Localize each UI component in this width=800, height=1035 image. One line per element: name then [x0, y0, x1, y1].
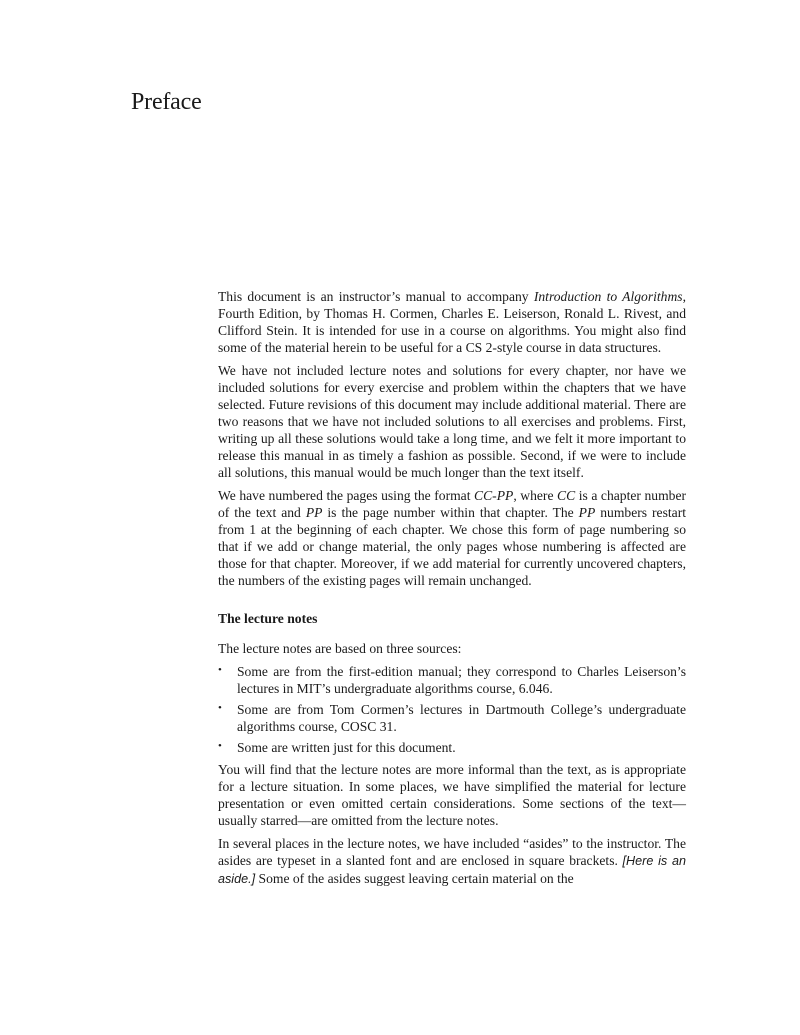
text-run: , where [513, 488, 558, 503]
text-run: In several places in the lecture notes, we have included “asides” to the instructor. The asides are typeset in a slanted font and are enclosed in square brackets. [218, 836, 686, 868]
bullet-icon: • [218, 702, 222, 714]
list-item [218, 701, 686, 735]
text-run: Some of the asides suggest leaving certain material on the [255, 871, 574, 886]
sources-list [218, 663, 686, 756]
book-title: Introduction to Algorithms [533, 289, 683, 304]
text-run: We have numbered the pages using the format [218, 488, 475, 503]
informal-paragraph: You will find that the lecture notes are more informal than the text, as is appropriate for a lecture situation. In some places, we have simplified the material for lecture presentation or even omitted certain considerations. Some sections of the text—usually starred—are omitted from the lecture notes. [218, 762, 686, 828]
page-code: PP [578, 505, 596, 520]
preface-body [218, 288, 686, 894]
page-format: CC-PP [474, 488, 514, 503]
list-item-text: Some are written just for this document. [237, 740, 456, 755]
list-item [218, 739, 686, 756]
text-run: numbers restart from 1 at the beginning of each chapter. We chose this form of page numbering so that if we add or change material, the only pages whose numbering is affected are those for that chapter. Moreover, if we add material for currently uncovered chapters, the numbers of the existing pages will remain unchanged. [218, 505, 686, 588]
sources-lead: The lecture notes are based on three sources: [218, 641, 462, 656]
text-run: is the page number within that chapter. The [322, 505, 579, 520]
bullet-icon: • [218, 740, 222, 752]
page-code: PP [305, 505, 323, 520]
list-item-text: Some are from Tom Cormen’s lectures in Dartmouth College’s undergraduate algorithms course, COSC 31. [237, 702, 686, 734]
chapter-title: Preface [131, 89, 202, 115]
chapter-code: CC [557, 488, 576, 503]
asides-paragraph [218, 835, 686, 888]
intro-paragraph-2: We have not included lecture notes and solutions for every chapter, nor have we included solutions for every exercise and problem within the chapters that we have selected. Future revisions of this document may include additional material. There are two reasons that we have not included solutions to all exercises and problems. First, writing up all these solutions would take a long time, and we felt it more important to release this manual in as timely a fashion as possible. Second, if we were to include all solutions, this manual would be much longer than the text itself. [218, 363, 686, 480]
list-item [218, 663, 686, 697]
aside-example: [Here is an aside.] [218, 854, 686, 886]
bullet-icon: • [218, 664, 222, 676]
intro-paragraph-1 [218, 288, 686, 356]
text-run: , Fourth Edition, by Thomas H. Cormen, Charles E. Leiserson, Ronald L. Rivest, and Clifford Stein. It is intended for use in a course on algorithms. You might also find some of the material herein to be useful for a CS 2-style course in data structures. [218, 289, 686, 355]
text-run: is a chapter number of the text and [218, 488, 687, 520]
section-heading: The lecture notes [218, 611, 318, 626]
text-run: This document is an instructor’s manual to accompany [218, 289, 534, 304]
intro-paragraph-3 [218, 487, 686, 589]
list-item-text: Some are from the first-edition manual; they correspond to Charles Leiserson’s lectures in MIT’s undergraduate algorithms course, 6.046. [237, 664, 686, 696]
